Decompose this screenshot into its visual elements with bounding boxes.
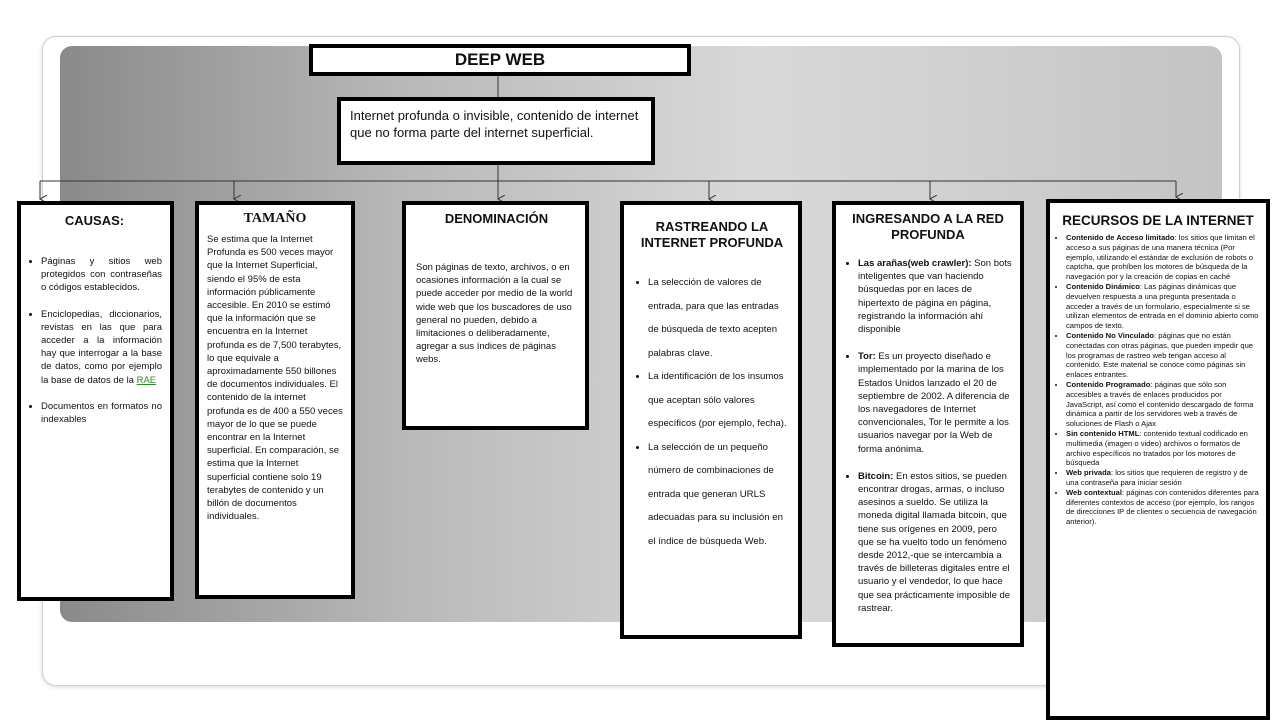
rae-link[interactable]: RAE — [136, 374, 157, 386]
definition-text: Internet profunda o invisible, contenido de internet que no forma parte del internet superficial. — [350, 108, 639, 140]
recursos-title: RECURSOS DE LA INTERNET — [1062, 213, 1254, 228]
list-item: • Contenido No Vinculado: páginas que no están conectadas con otras páginas, que pueden impedir que los programas de rastreo web tengan acceso al contenido. Este material se conoce como páginas sin enlaces entrantes. — [1066, 331, 1260, 380]
rastreando-title: RASTREANDO LA INTERNET PROFUNDA — [640, 219, 784, 250]
tamano-title: TAMAÑO — [243, 211, 307, 226]
ingresando-list — [844, 257, 1012, 615]
recursos-list — [1056, 233, 1260, 527]
list-item: • La selección de un pequeño número de combinaciones de entrada que generan URLS adecuadas para su inclusión en el índice de búsqueda Web. — [648, 436, 790, 554]
list-item: • Web contextual: páginas con contenidos diferentes para diferentes contextos de acceso (por ejemplo, los rangos de direcciones IP de clientes o secuencia de navegación anterior). — [1066, 488, 1260, 527]
denominacion-title: DENOMINACIÓN — [444, 211, 549, 226]
list-item: • Enciclopedias, diccionarios, revistas en las que para acceder a la información hay que interrogar a la base de datos, como por ejemplo la base de datos de la RAE — [41, 308, 162, 387]
list-item: • Páginas y sitios web protegidos con contraseñas o códigos establecidos. — [41, 255, 162, 295]
list-item: • Sin contenido HTML: contenido textual codificado en multimedia (imagen o video) archivos o formatos de archivo específicos no tratados por los motores de búsqueda — [1066, 429, 1260, 468]
rastreando-box — [620, 201, 802, 639]
tamano-box — [195, 201, 355, 599]
list-item: • La identificación de los insumos que aceptan sólo valores específicos (por ejemplo, fecha). — [648, 365, 790, 436]
title-text: DEEP WEB — [454, 50, 546, 69]
causas-box — [17, 201, 174, 601]
list-item: • Tor: Es un proyecto diseñado e implementado por la marina de los Estados Unidos lanzado el 20 de septiembre de 2002. A diferencia de los navegadores de Internet convencionales, Tor le permite a los usuarios navegar por la Web de forma anónima. — [858, 350, 1012, 456]
causas-title: CAUSAS: — [64, 213, 125, 228]
rastreando-list — [634, 271, 790, 553]
denominacion-text: Son páginas de texto, archivos, o en ocasiones información a la cual se puede acceder por medio de la world wide web que los buscadores de uso general no pueden, debido a limitaciones o deliberadamente, agregar a sus índices de páginas webs. — [416, 262, 573, 366]
list-item: • Web privada: los sitios que requieren de registro y de una contraseña para iniciar sesión — [1066, 468, 1260, 488]
recursos-box — [1046, 199, 1270, 720]
list-item: • Las arañas(web crawler): Son bots inteligentes que van haciendo búsquedas por en laces de hipertexto de página en página, registrando la información ahí disponible — [858, 257, 1012, 336]
tamano-text: Se estima que la Internet Profunda es 500 veces mayor que la Internet Superficial, siendo el 95% de esta información públicamente accesible. En 2010 se estimó que la información que se encuentra en la Internet profunda es de 7,500 terabytes, lo que equivale a aproximadamente 550 billones de documentos individuales. El contenido de la internet profunda es de 400 a 550 veces mayor de lo que se puede encontrar en la Internet superficial. En comparación, se estima que la Internet superficial contiene solo 19 terabytes de contenido y un billón de documentos individuales. — [207, 234, 343, 523]
list-item: • Contenido de Acceso limitado: los sitios que limitan el acceso a sus páginas de una manera técnica (Por ejemplo, utilizando el estándar de exclusión de robots o captcha, que prohíben los motores de búsqueda de la navegación por y la creación de copias en caché — [1066, 233, 1260, 282]
definition-box — [337, 97, 655, 165]
ingresando-box — [832, 201, 1024, 647]
list-item: • Bitcoin: En estos sitios, se pueden encontrar drogas, armas, o incluso asesinos a sueldo. Se utiliza la moneda digital llamada bitcoin, que tiene sus orígenes en 2009, pero que se ha vuelto todo un fenómeno desde 2012,-que se intercambia a través de billeteras digitales entre el usuario y el vendedor, lo que hace que sea prácticamente imposible de rastrear. — [858, 470, 1012, 615]
list-item: • Contenido Dinámico: Las páginas dinámicas que devuelven respuesta a una pregunta presentada o acceder a través de un formulario, especialmente si se utilizan elementos de entrada en el dominio abierto como campos de texto. — [1066, 282, 1260, 331]
list-item: • Documentos en formatos no indexables — [41, 400, 162, 426]
title-box — [309, 44, 691, 76]
causas-list — [27, 255, 162, 426]
list-item: • La selección de valores de entrada, para que las entradas de búsqueda de texto acepten palabras clave. — [648, 271, 790, 365]
denominacion-box — [402, 201, 589, 430]
list-item: • Contenido Programado: páginas que sólo son accesibles a través de enlaces producidos por JavaScript, así como el contenido descargado de forma dinámica a partir de los servidores web a través de soluciones de Flash o Ajax — [1066, 380, 1260, 429]
ingresando-title: INGRESANDO A LA RED PROFUNDA — [852, 211, 1004, 242]
